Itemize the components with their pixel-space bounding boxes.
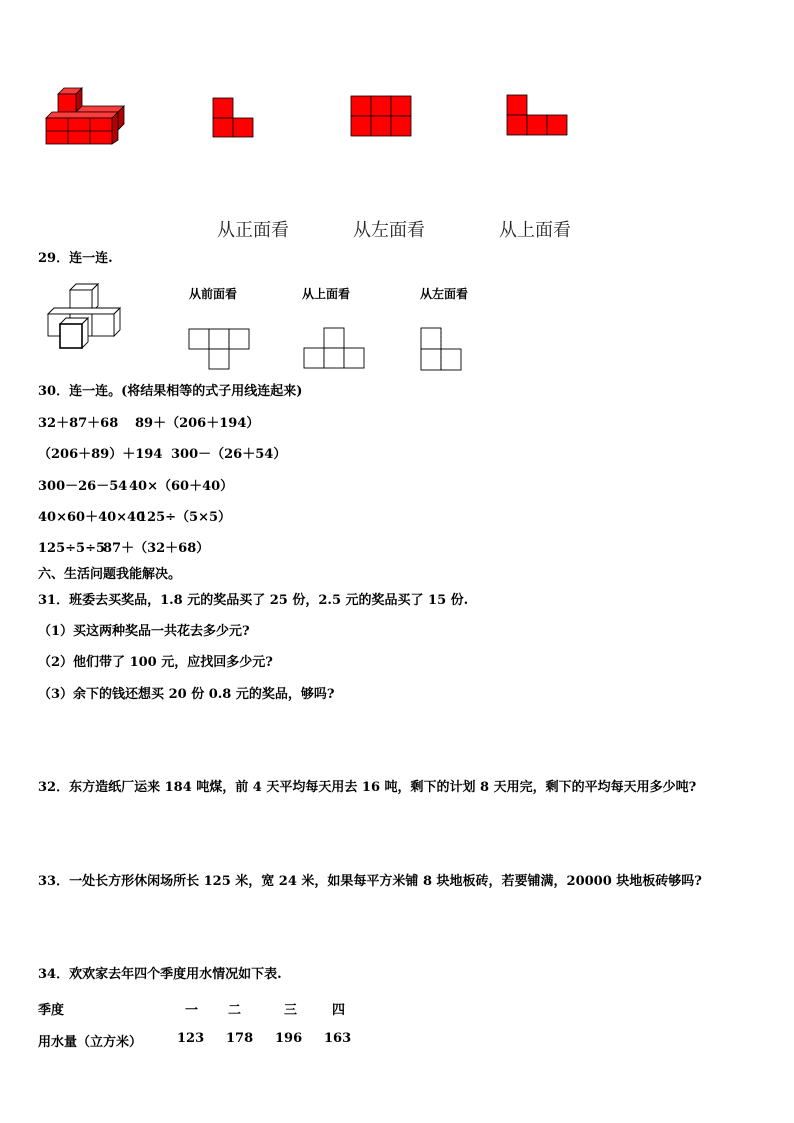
q30-row-5-left: 125÷5÷5 — [38, 541, 106, 556]
q30-row-3-left: 300－26－54 — [38, 479, 128, 494]
q29-caption-left: 从左面看 — [420, 287, 469, 301]
q29-label: 29．连一连. — [38, 251, 113, 266]
q32-label: 32．东方造纸厂运来 184 吨煤，前 4 天平均每天用去 16 吨，剩下的计划 8 天用完，剩下的平均每天用多少吨? — [38, 780, 697, 795]
q30-row-5-right: 87＋（32＋68） — [103, 541, 210, 556]
red-top-view-figure — [507, 95, 569, 137]
q29-view-shape-1 — [189, 329, 251, 371]
table-quarter-2: 二 — [228, 1003, 242, 1018]
table-value-1: 123 — [177, 1031, 205, 1046]
table-quarter-4: 四 — [332, 1003, 346, 1018]
q29-caption-front: 从前面看 — [189, 287, 238, 301]
table-value-3: 196 — [275, 1031, 303, 1046]
red-front-view-figure — [213, 98, 255, 138]
q29-cube-solid-figure — [44, 284, 136, 350]
q31-sub-2: （2）他们带了 100 元，应找回多少元? — [38, 655, 273, 670]
caption-front-view: 从正面看 — [217, 220, 289, 241]
red-3d-solid-figure — [44, 84, 128, 146]
q29-view-shape-2 — [304, 328, 366, 370]
caption-left-view: 从左面看 — [353, 220, 425, 241]
q30-row-1-right: 89＋（206＋194） — [135, 416, 260, 431]
q29-view-shape-3 — [421, 328, 463, 372]
q30-row-1-left: 32＋87＋68 — [38, 416, 119, 431]
q31-sub-3: （3）余下的钱还想买 20 份 0.8 元的奖品，够吗? — [38, 687, 335, 702]
q30-row-4-right: 125÷（5×5） — [138, 510, 232, 525]
red-left-view-figure — [351, 96, 413, 138]
table-value-2: 178 — [226, 1031, 254, 1046]
table-row-label: 用水量（立方米） — [38, 1035, 143, 1050]
q31-label: 31．班委去买奖品，1.8 元的奖品买了 25 份，2.5 元的奖品买了 15 份. — [38, 593, 469, 608]
q30-row-2-left: （206＋89）＋194 — [38, 447, 163, 462]
q30-label: 30．连一连。(将结果相等的式子用线连起来) — [38, 384, 303, 399]
section-6-title: 六、生活问题我能解决。 — [38, 567, 182, 582]
caption-top-view: 从上面看 — [499, 220, 571, 241]
q30-row-3-right: 40×（60＋40） — [129, 479, 234, 494]
table-quarter-1: 一 — [185, 1003, 199, 1018]
q33-label: 33．一处长方形休闲场所长 125 米，宽 24 米，如果每平方米铺 8 块地板砖，若要铺满，20000 块地板砖够吗? — [38, 874, 702, 889]
q30-row-4-left: 40×60＋40×40 — [38, 510, 146, 525]
q34-label: 34．欢欢家去年四个季度用水情况如下表. — [38, 967, 282, 982]
q30-row-2-right: 300－（26＋54） — [171, 447, 287, 462]
table-value-4: 163 — [324, 1031, 352, 1046]
table-quarter-3: 三 — [284, 1003, 298, 1018]
q29-caption-top: 从上面看 — [302, 287, 351, 301]
table-header-label: 季度 — [38, 1003, 65, 1018]
q31-sub-1: （1）买这两种奖品一共花去多少元? — [38, 624, 250, 639]
